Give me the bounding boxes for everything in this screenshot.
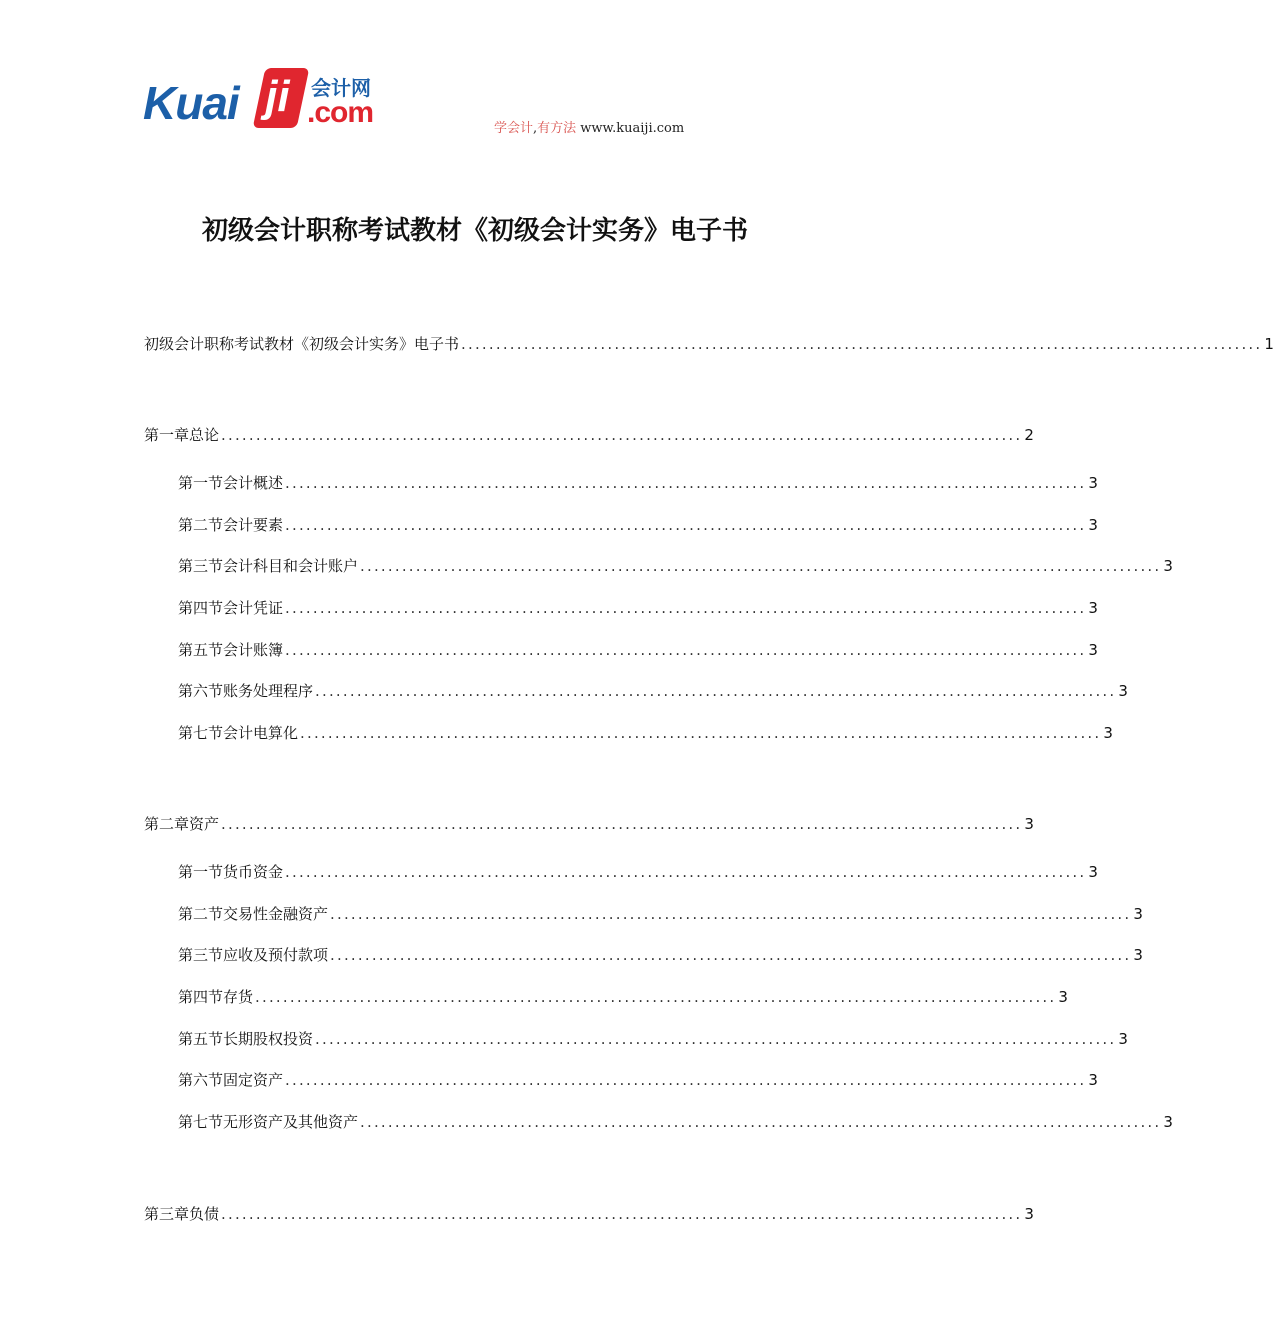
toc-dot-leader: ................................................................................................................... (461, 335, 1263, 353)
toc-page-number: 1 (1264, 335, 1274, 353)
slogan-url[interactable]: www.kuaiji.com (576, 121, 685, 136)
toc-section-label: 会计账簿 (223, 641, 284, 659)
toc-section-label: 存货 (223, 988, 254, 1006)
toc-dot-leader: ................................................................................................................... (360, 557, 1162, 575)
toc-dot-leader: ................................................................................................................... (330, 905, 1132, 923)
toc-section-2-2[interactable] (178, 903, 1143, 925)
toc-section-1-7[interactable] (178, 722, 1113, 744)
toc-dot-leader: ................................................................................................................... (285, 641, 1087, 659)
toc-page-number: 3 (1058, 988, 1068, 1006)
toc-section-number: 第四节 (178, 599, 224, 617)
toc-page-number: 3 (1163, 557, 1173, 575)
logo-cn-text: 会计网 (311, 76, 371, 100)
toc-section-2-6[interactable] (178, 1069, 1098, 1091)
toc-dot-leader: ................................................................................................................... (285, 1071, 1087, 1089)
toc-chapter-label: 负债 (189, 1205, 220, 1223)
toc-section-number: 第四节 (178, 988, 224, 1006)
toc-dot-leader: ................................................................................................................... (221, 426, 1023, 444)
logo-kuai-text: Kuai (143, 77, 239, 129)
toc-page-number: 3 (1088, 863, 1098, 881)
toc-section-1-5[interactable] (178, 639, 1098, 661)
toc-section-number: 第三节 (178, 557, 224, 575)
toc-chapter-label: 总论 (189, 426, 220, 444)
toc-chapter-number: 第一章 (144, 426, 190, 444)
toc-dot-leader: ................................................................................................................... (360, 1113, 1162, 1131)
header-slogan (494, 117, 684, 136)
toc-section-1-3[interactable] (178, 555, 1173, 577)
toc-dot-leader: ................................................................................................................... (221, 1205, 1023, 1223)
toc-dot-leader: ................................................................................................................... (285, 863, 1087, 881)
toc-section-2-1[interactable] (178, 861, 1098, 883)
toc-page-number: 3 (1088, 641, 1098, 659)
toc-section-label: 会计凭证 (223, 599, 284, 617)
toc-chapter-number: 第二章 (144, 815, 190, 833)
toc-dot-leader: ................................................................................................................... (285, 599, 1087, 617)
toc-dot-leader: ................................................................................................................... (285, 516, 1087, 534)
toc-section-label: 会计科目和会计账户 (223, 557, 359, 575)
toc-section-1-4[interactable] (178, 597, 1098, 619)
logo-com-text: .com (307, 96, 374, 129)
toc-dot-leader: ................................................................................................................... (315, 682, 1117, 700)
toc-section-label: 账务处理程序 (223, 682, 314, 700)
toc-page-number: 3 (1088, 516, 1098, 534)
toc-page-number: 3 (1133, 946, 1143, 964)
toc-chapter-1[interactable] (144, 424, 1034, 446)
toc-dot-leader: ................................................................................................................... (221, 815, 1023, 833)
toc-section-label: 固定资产 (223, 1071, 284, 1089)
toc-section-number: 第二节 (178, 516, 224, 534)
toc-section-label: 货币资金 (223, 863, 284, 881)
toc-entry-label: 初级会计职称考试教材《初级会计实务》电子书 (144, 335, 460, 353)
toc-section-label: 会计电算化 (223, 724, 299, 742)
toc-section-2-4[interactable] (178, 986, 1068, 1008)
toc-section-label: 长期股权投资 (223, 1030, 314, 1048)
logo-ji-badge: ji (253, 68, 310, 128)
toc-section-1-1[interactable] (178, 472, 1098, 494)
toc-section-number: 第五节 (178, 1030, 224, 1048)
toc-section-number: 第一节 (178, 863, 224, 881)
toc-page-number: 3 (1163, 1113, 1173, 1131)
toc-section-2-5[interactable] (178, 1028, 1128, 1050)
toc-section-number: 第一节 (178, 474, 224, 492)
toc-section-number: 第五节 (178, 641, 224, 659)
kuaiji-logo[interactable] (143, 66, 383, 136)
toc-section-label: 无形资产及其他资产 (223, 1113, 359, 1131)
slogan-part-a: 学会计 (494, 121, 534, 136)
toc-page-number: 3 (1088, 1071, 1098, 1089)
toc-section-label: 会计概述 (223, 474, 284, 492)
toc-section-2-7[interactable] (178, 1111, 1173, 1133)
toc-section-number: 第六节 (178, 682, 224, 700)
toc-chapter-number: 第三章 (144, 1205, 190, 1223)
toc-section-number: 第七节 (178, 1113, 224, 1131)
toc-section-number: 第六节 (178, 1071, 224, 1089)
toc-chapter-3[interactable] (144, 1203, 1034, 1225)
slogan-part-b: 有方法 (537, 121, 577, 136)
toc-section-number: 第三节 (178, 946, 224, 964)
toc-page-number: 3 (1118, 1030, 1128, 1048)
toc-dot-leader: ................................................................................................................... (255, 988, 1057, 1006)
toc-entry-top[interactable] (144, 333, 1274, 355)
toc-section-1-6[interactable] (178, 680, 1128, 702)
toc-page-number: 2 (1024, 426, 1034, 444)
toc-section-number: 第二节 (178, 905, 224, 923)
toc-page-number: 3 (1118, 682, 1128, 700)
toc-page-number: 3 (1024, 815, 1034, 833)
toc-section-label: 交易性金融资产 (223, 905, 329, 923)
toc-page-number: 3 (1088, 599, 1098, 617)
toc-chapter-label: 资产 (189, 815, 220, 833)
toc-section-number: 第七节 (178, 724, 224, 742)
toc-dot-leader: ................................................................................................................... (300, 724, 1102, 742)
toc-section-2-3[interactable] (178, 944, 1143, 966)
toc-chapter-2[interactable] (144, 813, 1034, 835)
document-title: 初级会计职称考试教材《初级会计实务》电子书 (201, 216, 748, 246)
toc-section-label: 应收及预付款项 (223, 946, 329, 964)
toc-page-number: 3 (1088, 474, 1098, 492)
toc-page-number: 3 (1103, 724, 1113, 742)
toc-dot-leader: ................................................................................................................... (315, 1030, 1117, 1048)
toc-page-number: 3 (1133, 905, 1143, 923)
slogan-separator: , (533, 121, 538, 136)
toc-section-label: 会计要素 (223, 516, 284, 534)
toc-page-number: 3 (1024, 1205, 1034, 1223)
toc-dot-leader: ................................................................................................................... (330, 946, 1132, 964)
toc-section-1-2[interactable] (178, 514, 1098, 536)
toc-dot-leader: ................................................................................................................... (285, 474, 1087, 492)
